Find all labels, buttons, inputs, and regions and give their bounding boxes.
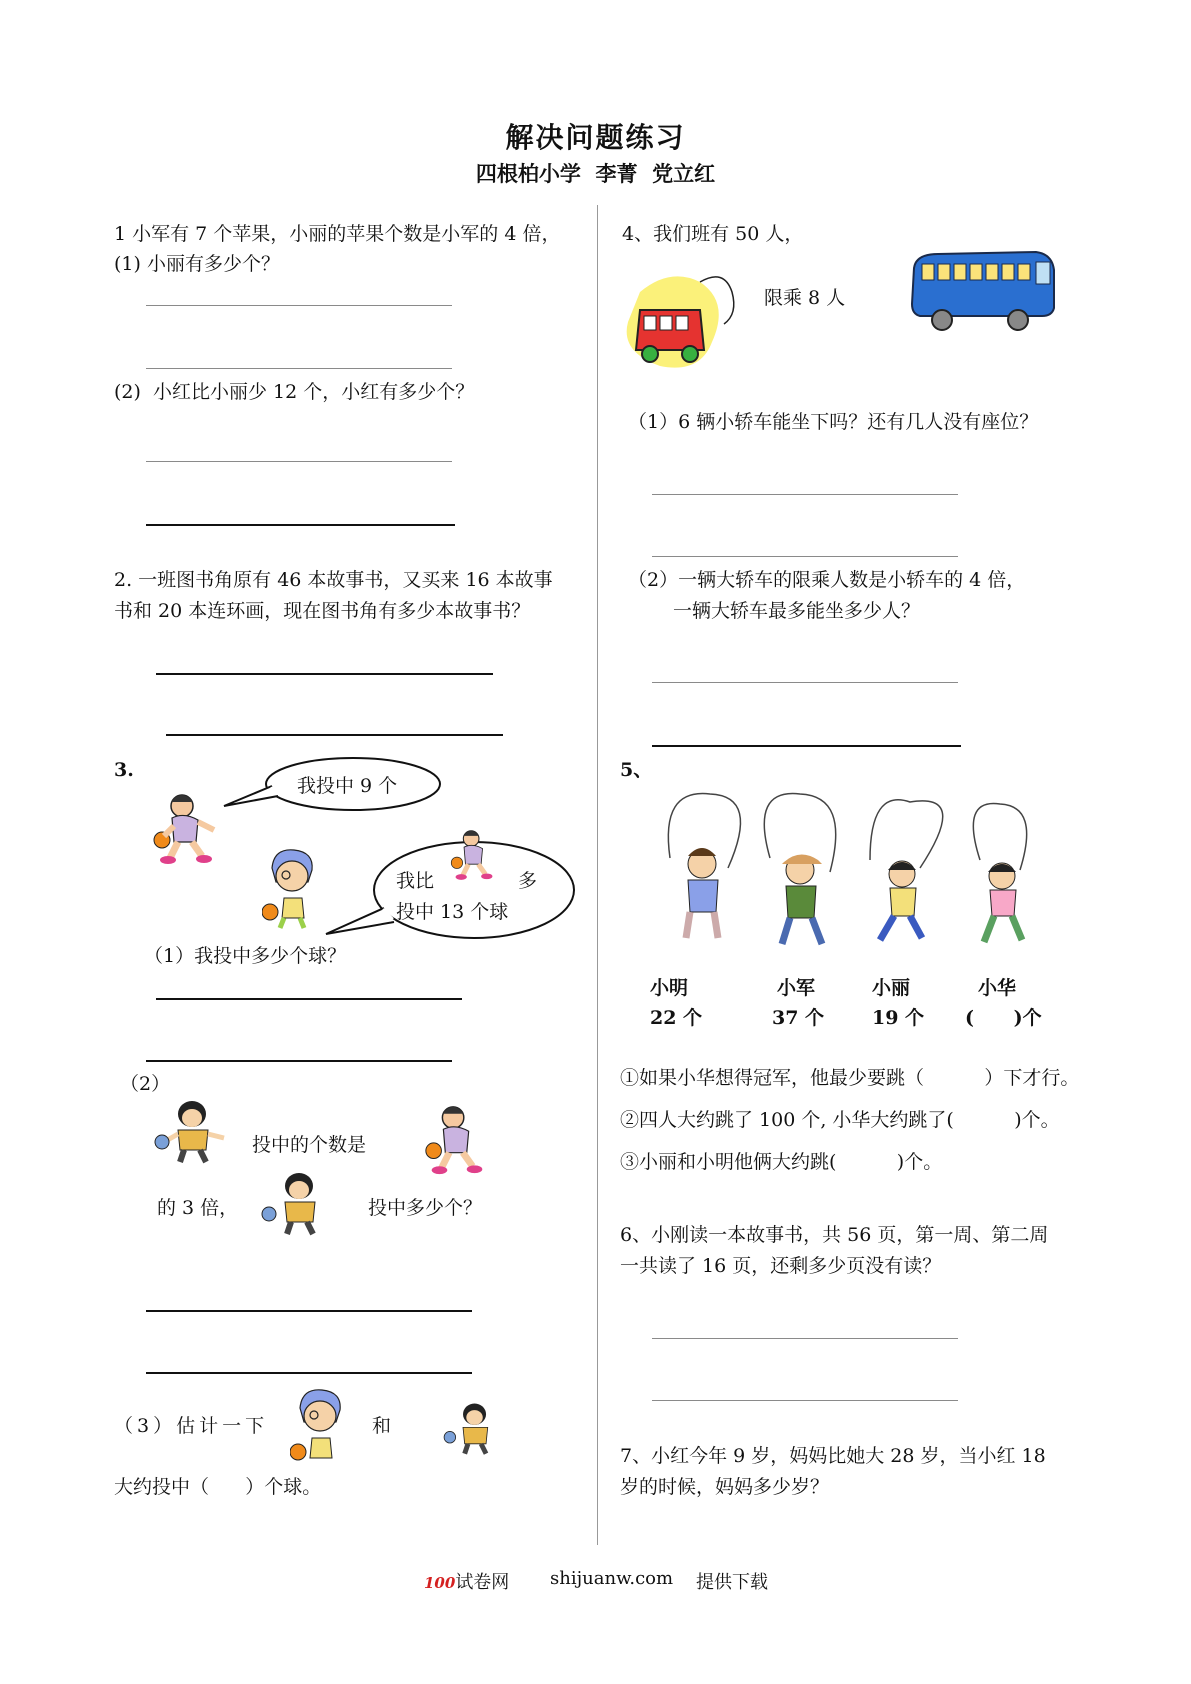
answer-line	[146, 1060, 452, 1062]
answer-line	[652, 556, 958, 557]
q4-limit: 限乘 8 人	[764, 287, 846, 309]
answer-line	[652, 745, 961, 747]
answer-line	[156, 673, 493, 675]
q4-text: 4、我们班有 50 人，	[622, 223, 804, 245]
footer-note: 提供下载	[696, 1572, 768, 1593]
q3-part3-a: （3）估计一下	[114, 1415, 269, 1437]
kid-name: 小明	[650, 977, 689, 999]
small-car-image	[620, 262, 750, 382]
answer-line	[146, 305, 452, 306]
q5-statement-1: ①如果小华想得冠军，他最少要跳（ ）下才行。	[620, 1067, 1080, 1089]
page-title: 解决问题练习	[505, 121, 686, 154]
q4-part2-b: 一辆大轿车最多能坐多少人？	[673, 600, 921, 622]
column-divider	[597, 205, 598, 1545]
basketball-boy-image	[420, 1102, 494, 1178]
dark-hair-kid-image	[256, 1170, 348, 1238]
jump-rope-kids-image	[640, 788, 1050, 958]
answer-line	[146, 368, 452, 369]
q6-text-line1: 6、小刚读一本故事书，共 56 页，第一周、第二周	[620, 1224, 1049, 1246]
glasses-kid-image	[262, 848, 324, 930]
basketball-boy-image	[447, 826, 501, 884]
kid-count: 19 个	[872, 1007, 925, 1029]
bubble1-text: 我投中 9 个	[297, 775, 398, 797]
bubble2-text-b: 多	[518, 870, 538, 892]
answer-line	[146, 1310, 472, 1312]
q3-number: 3.	[114, 759, 134, 781]
answer-line	[652, 682, 958, 683]
footer-url[interactable]: shijuanw.com	[550, 1568, 674, 1589]
q3-part3-c: 大约投中（ ）个球。	[114, 1476, 322, 1498]
q7-text-line1: 7、小红今年 9 岁，妈妈比她大 28 岁，当小红 18	[620, 1445, 1046, 1467]
q2-text-line1: 2. 一班图书角原有 46 本故事书，又买来 16 本故事	[114, 569, 553, 591]
footer-logo	[424, 1568, 509, 1594]
q5-statement-2: ②四人大约跳了 100 个, 小华大约跳了( )个。	[620, 1109, 1060, 1131]
q4-part1: （1）6 辆小轿车能坐下吗？还有几人没有座位？	[628, 411, 1039, 433]
bubble2-text-a: 我比	[396, 870, 435, 892]
bubble2-text-c: 投中 13 个球	[396, 901, 509, 923]
answer-line	[146, 461, 452, 462]
answer-line	[652, 1338, 958, 1339]
bus-image	[908, 244, 1056, 338]
q6-text-line2: 一共读了 16 页，还剩多少页没有读？	[620, 1255, 942, 1277]
q3-part1: （1）我投中多少个球？	[144, 945, 347, 967]
dark-hair-kid-image	[150, 1098, 240, 1166]
q3-part2-text1: 投中的个数是	[252, 1134, 367, 1156]
kid-name: 小华	[978, 977, 1017, 999]
q1-part2: (2) 小红比小丽少 12 个，小红有多少个？	[114, 381, 475, 403]
answer-line	[166, 734, 503, 736]
kid-count: ( )个	[965, 1007, 1042, 1029]
q3-part2-text2: 的 3 倍，	[157, 1197, 239, 1219]
basketball-boy-image	[148, 790, 224, 868]
dark-hair-kid-image	[440, 1394, 514, 1464]
page-subtitle: 四根柏小学 李菁 党立红	[475, 161, 716, 186]
q2-text-line2: 书和 20 本连环画，现在图书角有多少本故事书？	[114, 600, 531, 622]
kid-name: 小丽	[872, 977, 911, 999]
answer-line	[146, 524, 455, 526]
answer-line	[652, 1400, 958, 1401]
answer-line	[652, 494, 958, 495]
q7-text-line2: 岁的时候，妈妈多少岁？	[620, 1476, 830, 1498]
q5-number: 5、	[620, 759, 653, 781]
answer-line	[156, 998, 462, 1000]
q3-part2-label: （2）	[120, 1073, 171, 1095]
q4-part2-a: （2）一辆大轿车的限乘人数是小轿车的 4 倍，	[628, 569, 1026, 591]
q3-part3-b: 和	[372, 1415, 392, 1437]
kid-count: 37 个	[772, 1007, 825, 1029]
kid-name: 小军	[777, 977, 816, 999]
answer-line	[146, 1372, 472, 1374]
q5-statement-3: ③小丽和小明他俩大约跳( )个。	[620, 1151, 943, 1173]
q3-part2-text3: 投中多少个？	[368, 1197, 483, 1219]
glasses-kid-image	[290, 1388, 352, 1470]
q1-text: 1 小军有 7 个苹果，小丽的苹果个数是小军的 4 倍，	[114, 223, 561, 245]
site-name: 试卷网	[455, 1572, 510, 1593]
logo-number: 100	[424, 1574, 456, 1592]
kid-count: 22 个	[650, 1007, 703, 1029]
q1-part1: (1) 小丽有多少个？	[114, 253, 280, 275]
